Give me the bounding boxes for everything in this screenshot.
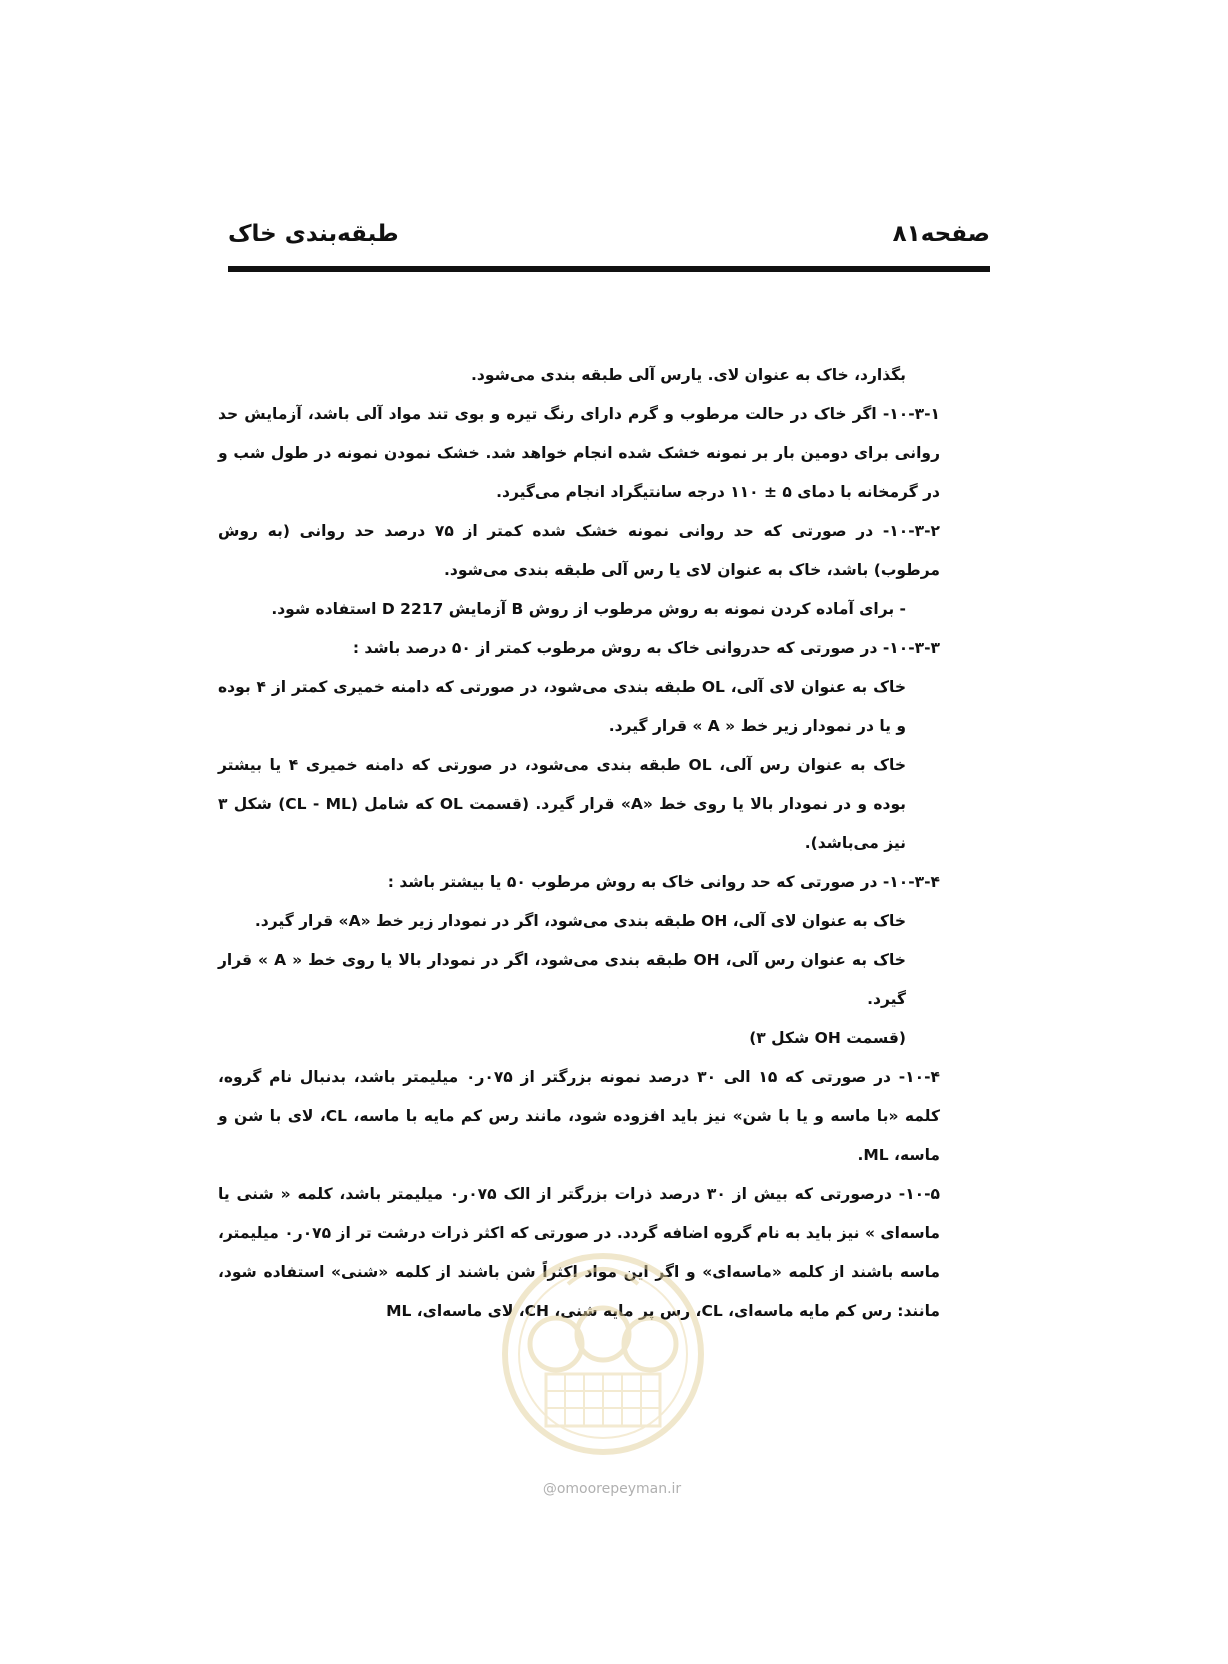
paragraph-10-4: ۱۰-۴- در صورتی که ۱۵ الی ۳۰ درصد نمونه بزرگتر از ۰۷۵ر۰ میلیمتر باشد، بدنبال نام گروه، کلمه «با ماسه و یا با شن» نیز باید افزوده شود، مانند رس کم مایه با ماسه، CL، لای با شن و ماسه، ML.: [218, 1068, 941, 1164]
paragraph-oh-figure-ref: (قسمت OH شکل ۳): [749, 1029, 906, 1047]
paragraph-note-method-b: - برای آماده کردن نمونه به روش مرطوب از روش B آزمایش D 2217 استفاده شود.: [271, 600, 906, 618]
page-number-label: صفحه۸۱: [892, 221, 990, 247]
paragraph-10-3-3: ۱۰-۳-۳- در صورتی که حدروانی خاک به روش مرطوب کمتر از ۵۰ درصد باشد :: [352, 639, 940, 657]
paragraph-ol-clay: خاک به عنوان رس آلی، OL طبقه بندی می‌شود، در صورتی که دامنه خمیری ۴ یا بیشتر بوده و در نمودار بالا یا روی خط «A» قرار گیرد. (قسمت OL که شامل (CL - ML) شکل ۳ نیز می‌باشد).: [218, 756, 907, 852]
paragraph-continuation: بگذارد، خاک به عنوان لای. یارس آلی طبقه بندی می‌شود.: [471, 366, 906, 384]
paragraph-10-3-2: ۱۰-۳-۲- در صورتی که حد روانی نمونه خشک شده کمتر از ۷۵ درصد حد روانی (به روش مرطوب) باشد، خاک به عنوان لای یا رس آلی طبقه بندی می‌شود.: [218, 522, 940, 579]
paragraph-10-3-1: ۱۰-۳-۱- اگر خاک در حالت مرطوب و گرم دارای رنگ تیره و بوی تند مواد آلی باشد، آزمایش حد روانی برای دومین بار بر نمونه خشک شده انجام خواهد شد. خشک نمودن نمونه در طول شب و در گرمخانه با دمای ۵ ± ۱۱۰ درجه سانتیگراد انجام می‌گیرد.: [218, 405, 940, 501]
watermark-url: @omoorepeyman.ir: [542, 1481, 682, 1497]
page-header: [228, 218, 990, 264]
watermark-seal-logo: [498, 1244, 708, 1464]
paragraph-ol-silt: خاک به عنوان لای آلی، OL طبقه بندی می‌شود، در صورتی که دامنه خمیری کمتر از ۴ بوده و یا در نمودار زیر خط « A » قرار گیرد.: [218, 678, 906, 735]
section-title: طبقه‌بندی خاک: [228, 221, 399, 247]
paragraph-10-5: ۱۰-۵- درصورتی که بیش از ۳۰ درصد ذرات بزرگتر از الک ۰۷۵ر۰ میلیمتر باشد، کلمه « شنی یا ماسه‌ای » نیز باید به نام گروه اضافه گردد. در صورتی که اکثر ذرات درشت تر از ۰۷۵ر۰ میلیمتر، ماسه باشند از کلمه «ماسه‌ای» و اگر این مواد اکثراً شن باشند از کلمه «شنی» استفاده شود، مانند: رس کم مایه ماسه‌ای، CL، رس پر مایه شنی، CH، لای ماسه‌ای، ML: [218, 1185, 941, 1320]
header-divider: [228, 266, 990, 272]
paragraph-oh-silt: خاک به عنوان لای آلی، OH طبقه بندی می‌شود، اگر در نمودار زیر خط «A» قرار گیرد.: [254, 912, 906, 930]
paragraph-oh-clay: خاک به عنوان رس آلی، OH طبقه بندی می‌شود، اگر در نمودار بالا یا روی خط « A » قرار گیرد.: [218, 951, 906, 1008]
paragraph-10-3-4: ۱۰-۳-۴- در صورتی که حد روانی خاک به روش مرطوب ۵۰ یا بیشتر باشد :: [387, 873, 940, 891]
body-text: [218, 356, 940, 1331]
